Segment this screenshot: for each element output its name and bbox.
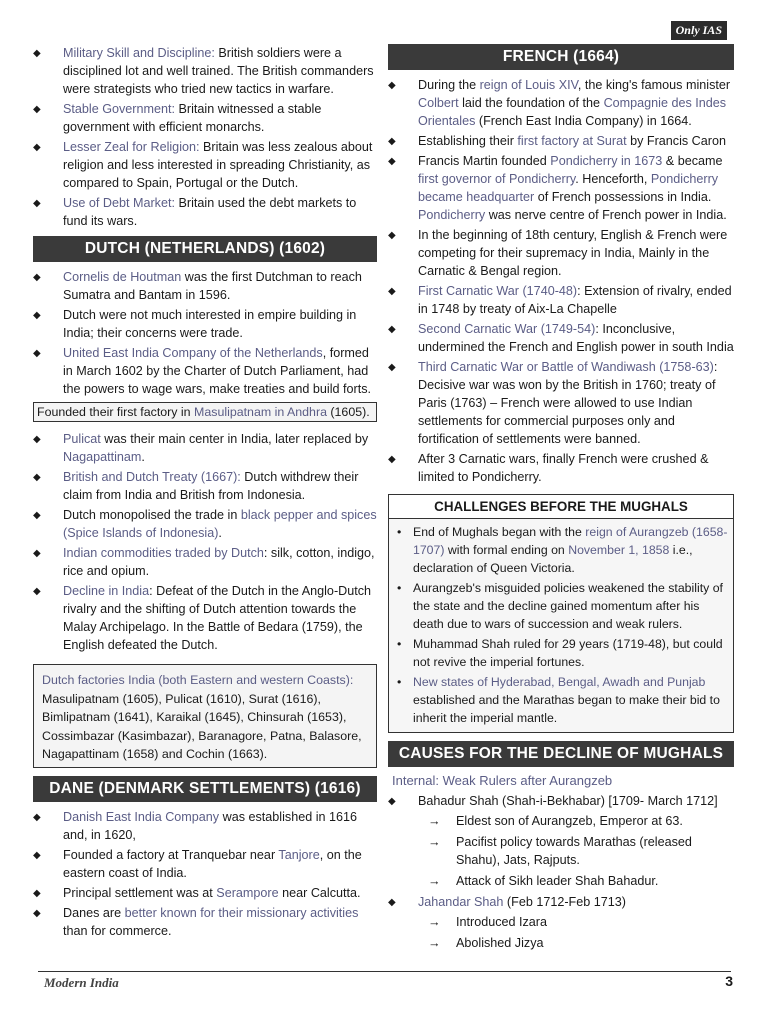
sub-point [388,872,734,890]
jahandar-dates: (Feb 1712-Feb 1713) [503,895,626,909]
body-text: Britain witnessed a stable government with efficient monarchs. [63,102,322,134]
bullet-icon: ◆ [388,286,396,297]
body-text: Establishing their [418,134,518,148]
body-text: , on the eastern coast of India. [63,847,362,880]
arrow-icon: → [428,835,441,849]
bullet-dot-icon: • [397,675,402,689]
highlight-text: Pondicherry in 1673 [550,154,663,168]
dane-bullets [33,808,377,940]
arrow-icon: → [428,936,441,950]
challenge-item [395,579,729,633]
arrow-icon: → [428,814,441,828]
bahadur-bullet [388,792,734,810]
body-text: & became [662,154,723,168]
highlight-text: Danish East India Company [63,809,220,824]
jahandar-name: Jahandar Shah [418,895,504,909]
intro-bullet [33,194,377,230]
factory-note [33,402,377,422]
sub-point [388,833,734,869]
highlight-text: Pulicat [63,432,101,446]
dutch-bullet [33,344,377,398]
highlight-text: Nagapattinam [63,450,142,464]
body-text: Dutch were not much interested in empire building in India; their concerns were trade. [63,308,357,340]
body-text: Dutch withdrew their claim from India and British from Indonesia. [63,470,359,502]
body-text: was nerve centre of French power in India. [485,208,727,222]
challenge-item [395,635,729,671]
body-text: : Inconclusive, undermined the French and English power in south India [418,322,734,354]
sub-point [388,934,734,952]
challenges-heading: CHALLENGES BEFORE THE MUGHALS [389,495,733,519]
dutch-bullet [33,430,377,466]
bahadur-text: Bahadur Shah (Shah-i-Bekhabar) [1709- March 1712] [418,794,718,808]
factories-box-head: Dutch factories India (both Eastern and western Coasts): [42,673,354,687]
dutch-bullets-b [33,430,377,654]
highlight-text: black pepper and spices (Spice Islands of Indonesia) [63,508,377,540]
body-text: with formal ending on [444,543,569,557]
highlight-text: November 1, 1858 [568,543,670,557]
sub-point [388,812,734,830]
factory-note-highlight: Masulipatnam in Andhra [194,405,327,419]
body-text: was the first Dutchman to reach Sumatra and Bantam in 1596. [63,270,362,302]
bullet-dot-icon: • [397,581,402,595]
jahandar-bullet [388,893,734,911]
body-text: i.e., declaration of Queen Victoria. [413,543,693,575]
body-text: by Francis Caron [626,134,726,148]
french-bullets [388,76,734,486]
body-text: In the beginning of 18th century, English & French were competing for their supremacy in India, Mainly in the Carnatic & Bengal region. [418,228,728,278]
highlight-text: New states of Hyderabad, Bengal, Awadh and Punjab [413,675,706,689]
challenge-item [395,523,729,577]
bullet-icon: ◆ [388,362,396,373]
body-text: : Defeat of the Dutch in the Anglo-Dutch rivalry and the shifting of Dutch attention towards the Malay Archipelago. In the Battle of Bedara (1759), the English defeated the Dutch. [63,584,372,652]
dane-bullet [33,884,377,902]
highlight-text: Compagnie des Indes Orientales [418,96,727,128]
factory-note-pre: Founded their first factory in [37,405,195,419]
bullet-icon: ◆ [388,454,396,465]
intro-bullet [33,138,377,192]
bullet-icon: ◆ [33,849,41,861]
dutch-bullet [33,306,377,342]
sub-point-text: Pacifist policy towards Marathas (released Shahu), Jats, Rajputs. [456,835,692,867]
intro-bullet [33,100,377,136]
bullet-icon: ◆ [388,897,396,908]
factories-box-text: Masulipatnam (1605), Pulicat (1610), Surat (1616), Bimlipatnam (1641), Karaikal (1645), Chinsurah (1653), Cossimbazar (Kasimbazar), Baranagore, Patna, Balasore, Nagapattinam (1658) and Cochin (1663). [42,691,362,761]
body-text: After 3 Carnatic wars, finally French were crushed & limited to Pondicherry. [418,452,709,484]
footer-title: Modern India [44,975,119,990]
challenges-box [388,494,734,733]
bullet-icon: ◆ [33,811,41,823]
bullet-icon: ◆ [33,548,41,559]
body-text: than for commerce. [63,923,172,938]
dane-bullet [33,846,377,882]
bahadur-subs [388,812,734,890]
bullet-icon: ◆ [388,80,396,91]
body-text: . [141,450,145,464]
highlight-text: better known for their missionary activities [124,905,359,920]
bullet-icon: ◆ [33,510,41,521]
dane-heading: DANE (DENMARK SETTLEMENTS) (1616) [33,776,377,802]
french-bullet [388,358,734,448]
body-text: Danes are [63,905,125,920]
intro-bullet [33,44,377,98]
highlight-text: Lesser Zeal for Religion: [63,140,200,154]
french-bullet [388,226,734,280]
left-column [33,44,377,942]
highlight-text: British and Dutch Treaty (1667): [63,470,241,484]
bullet-icon: ◆ [33,434,41,445]
sub-point-text: Introduced Izara [456,915,548,929]
bullet-icon: ◆ [33,887,41,899]
french-bullet [388,132,734,150]
body-text: Britain was less zealous about religion and less interested in spreading Christianity, as compared to Spain, Portugal or the Dutch. [63,140,373,190]
body-text: : Extension of rivalry, ended in 1748 by treaty of Aix-La Chapelle [418,284,732,316]
body-text: near Calcutta. [278,885,361,900]
bullet-icon: ◆ [388,136,396,147]
bullet-icon: ◆ [33,198,41,209]
dutch-bullet [33,268,377,304]
body-text: : silk, cotton, indigo, rice and opium. [63,546,375,578]
highlight-text: reign of Louis XIV [479,78,578,92]
factory-note-post: (1605). [326,405,370,419]
jahandar-subs [388,913,734,952]
highlight-text: Second Carnatic War (1749-54) [418,322,596,336]
dutch-bullet [33,506,377,542]
body-text: Founded a factory at Tranquebar near [63,847,279,862]
bullet-icon: ◆ [33,272,41,283]
highlight-text: Military Skill and Discipline: [63,46,215,60]
highlight-text: Cornelis de Houtman [63,270,182,284]
body-text: . Henceforth, [575,172,651,186]
highlight-text: Colbert [418,96,459,110]
highlight-text: Pondicherry [418,208,486,222]
bullet-dot-icon: • [397,525,402,539]
page-number: 3 [725,973,733,989]
body-text: (French East India Company) in 1664. [475,114,692,128]
internal-label [392,773,734,788]
highlight-text: Stable Government: [63,102,176,116]
french-bullet [388,76,734,130]
body-text: . [218,526,222,540]
factories-box [33,664,377,768]
french-bullet [388,152,734,224]
french-bullet [388,320,734,356]
sub-point-text: Attack of Sikh leader Shah Bahadur. [456,874,659,888]
body-text: Britain used the debt markets to fund its wars. [63,196,357,228]
bullet-icon: ◆ [388,324,396,335]
dutch-bullets-a [33,268,377,398]
body-text: End of Mughals began with the [413,525,586,539]
bullet-icon: ◆ [33,348,41,359]
highlight-text: Serampore [216,885,279,900]
body-text: : Decisive war was won by the British in 1760; treaty of Paris (1763) – French were allowed to use Indian settlements for commercial purposes only and fortification of settlements were banned. [418,360,718,446]
highlight-text: Decline in India [63,584,150,598]
challenge-item [395,673,729,727]
highlight-text: United East India Company of the Netherlands [63,346,323,360]
dane-bullet [33,808,377,844]
bullet-icon: ◆ [388,230,396,241]
body-text: of French possessions in India. [534,190,712,204]
french-heading: FRENCH (1664) [388,44,734,70]
bullet-icon: ◆ [33,310,41,321]
bullet-icon: ◆ [33,48,41,59]
body-text: , formed in March 1602 by the Charter of Dutch Parliament, had the powers to wage wars, make treaties and build forts. [63,346,371,396]
challenges-list [389,519,733,732]
body-text: was their main center in India, later replaced by [100,432,369,446]
body-text: Principal settlement was at [63,885,217,900]
bullet-icon: ◆ [33,142,41,153]
dutch-bullet [33,582,377,654]
internal-label-text: Internal: Weak Rulers after Aurangzeb [392,773,613,788]
bullet-icon: ◆ [33,907,41,919]
arrow-icon: → [428,915,441,929]
body-text: laid the foundation of the [458,96,604,110]
dutch-heading: DUTCH (NETHERLANDS) (1602) [33,236,377,262]
sub-point-text: Eldest son of Aurangzeb, Emperor at 63. [456,814,683,828]
dutch-bullet [33,468,377,504]
bullet-icon: ◆ [388,156,396,167]
highlight-text: Use of Debt Market: [63,196,175,210]
highlight-text: reign of Aurangzeb (1658-1707) [413,525,728,557]
highlight-text: first factory at Surat [517,134,627,148]
body-text: , the king's famous minister [577,78,731,92]
arrow-icon: → [428,874,441,888]
footer-divider [38,971,731,972]
bullet-icon: ◆ [33,104,41,115]
body-text: Muhammad Shah ruled for 29 years (1719-48), but could not revive the imperial fortunes. [413,637,723,669]
brand-badge: Only IAS [671,21,727,40]
highlight-text: Indian commodities traded by Dutch [63,546,264,560]
body-text: was established in 1616 and, in 1620, [63,809,358,842]
highlight-text: Pondicherry became headquarter [418,172,719,204]
sub-point-text: Abolished Jizya [456,936,544,950]
body-text: British soldiers were a disciplined lot and well trained. The British commanders were strategists who tried new tactics in warfare. [63,46,374,96]
dane-bullet [33,904,377,940]
body-text: Dutch monopolised the trade in [63,508,241,522]
dutch-bullet [33,544,377,580]
bullet-icon: ◆ [388,796,396,807]
body-text: established and the Marathas began to make their bid to inherit the imperial mantle. [413,693,720,725]
highlight-text: First Carnatic War (1740-48) [418,284,578,298]
body-text: Aurangzeb's misguided policies weakened the stability of the state and the decline gained momentum after his death due to wars of succession and weak rulers. [413,581,723,631]
highlight-text: first governor of Pondicherry [418,172,576,186]
causes-heading: CAUSES FOR THE DECLINE OF MUGHALS [388,741,734,767]
french-bullet [388,450,734,486]
french-bullet [388,282,734,318]
body-text: Francis Martin founded [418,154,551,168]
bullet-dot-icon: • [397,637,402,651]
bullet-icon: ◆ [33,472,41,483]
intro-bullets [33,44,377,230]
highlight-text: Tanjore [278,847,320,862]
body-text: During the [418,78,480,92]
right-column [388,44,734,955]
highlight-text: Third Carnatic War or Battle of Wandiwash (1758-63) [418,360,714,374]
bullet-icon: ◆ [33,586,41,597]
sub-point [388,913,734,931]
